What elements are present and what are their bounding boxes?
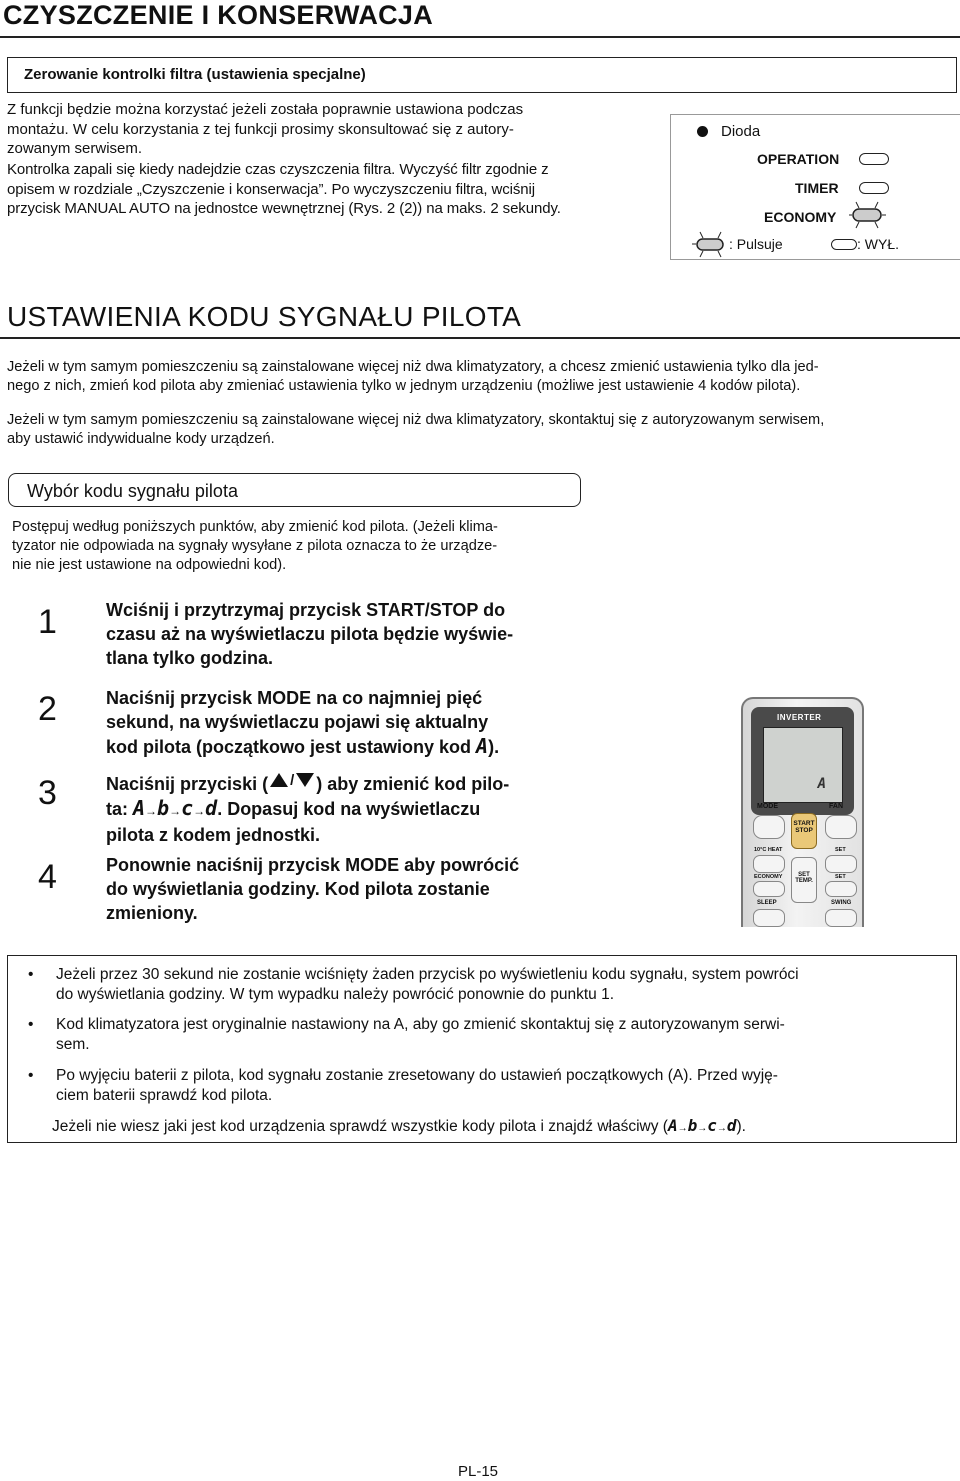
text-span: ). [736, 1118, 746, 1135]
note-item [28, 1066, 936, 1106]
arrow-right-icon: → [193, 804, 206, 818]
text-span: kod pilota (początkowo jest ustawiony kod [106, 737, 477, 757]
step-3-text [106, 769, 606, 847]
down-triangle-icon [296, 773, 314, 787]
text-line: sekund, na wyświetlaczu pojawi się aktualny [106, 712, 489, 732]
text-line: montażu. W celu korzystania z tej funkcji prosimy skonsultować się z autory- [7, 120, 514, 138]
remote-set-down-label: SET [835, 874, 846, 880]
remote-up-button[interactable] [825, 855, 857, 873]
code-a-glyph: A [667, 1116, 678, 1135]
text-line: Naciśnij przycisk MODE na co najmniej pięć [106, 688, 483, 708]
remote-display-code: A [817, 776, 826, 792]
text-line: tlana tylko godzina. [106, 648, 274, 668]
arrow-right-icon: → [145, 804, 158, 818]
remote-start-label: START [793, 820, 815, 827]
step-number: 1 [38, 603, 57, 641]
remote-heat-label: 10°C HEAT [754, 847, 783, 853]
code-b-glyph: b [157, 796, 170, 820]
text-line: Po wyjęciu baterii z pilota, kod sygnału zostanie zresetowany do ustawień początkowych (A). Przed wyję- [56, 1067, 778, 1084]
remote-brand: INVERTER [777, 713, 822, 722]
note-text [56, 965, 936, 1005]
code-paragraph-1 [7, 358, 957, 396]
title-rule [0, 36, 960, 38]
remote-economy-label: ECONOMY [754, 874, 783, 880]
bullet-icon: • [28, 1067, 34, 1084]
led-legend-label: Dioda [721, 123, 761, 140]
note-text [56, 1015, 936, 1055]
led-timer-icon [859, 182, 889, 194]
remote-fan-button[interactable] [825, 815, 857, 839]
note-text [56, 1066, 936, 1106]
remote-down-button[interactable] [825, 881, 857, 897]
remote-fan-label: FAN [829, 803, 843, 810]
text-line: nego z nich, zmień kod pilota aby zmieniać ustawienia tylko w jednym urządzeniu (możliwe jest ustawienie 4 kodów pilota). [7, 378, 801, 394]
step-4-text [106, 853, 606, 925]
filter-paragraph-2 [7, 160, 647, 219]
remote-sleep-label: SLEEP [757, 900, 777, 906]
text-span: Jeżeli nie wiesz jaki jest kod urządzenia sprawdź wszystkie kody pilota i znajdź właściwy ( [52, 1118, 668, 1135]
code-d-glyph: d [726, 1116, 737, 1135]
text-line [106, 769, 606, 796]
text-line: czasu aż na wyświetlaczu pilota będzie wyświe- [106, 624, 514, 644]
text-line: do wyświetlania godziny. W tym wypadku należy powrócić ponownie do punktu 1. [56, 986, 614, 1003]
led-operation-icon [859, 153, 889, 165]
text-line: Kod klimatyzatora jest oryginalnie nastawiony na A, aby go zmienić skontaktuj się z autoryzowanym serwi- [56, 1016, 785, 1033]
note-item [28, 965, 936, 1005]
led-blink-label: : Pulsuje [729, 236, 783, 252]
led-dot-icon [697, 126, 708, 137]
led-panel [670, 114, 960, 260]
remote-set-up-label: SET [835, 847, 846, 853]
code-section-rule [0, 337, 960, 339]
remote-economy-button[interactable] [753, 881, 785, 897]
code-a-glyph: A [133, 796, 146, 820]
led-economy-blink-icon [847, 199, 887, 231]
remote-mode-button[interactable] [753, 815, 785, 839]
text-line: sem. [56, 1036, 90, 1053]
code-subsection-box [8, 473, 581, 507]
code-sequence [133, 796, 217, 823]
filter-section-header [7, 57, 957, 93]
code-paragraph-2 [7, 411, 957, 449]
text-line: Z funkcji będzie można korzystać jeżeli została poprawnie ustawiona podczas [7, 101, 524, 118]
text-span: Naciśnij przyciski ( [106, 774, 269, 794]
code-intro [12, 518, 592, 575]
text-line: pilota z kodem jednostki. [106, 825, 321, 845]
remote-mode-label: MODE [757, 803, 778, 810]
code-sequence [668, 1118, 737, 1135]
remote-display [763, 727, 843, 803]
text-line: tyzator nie odpowiada na sygnały wysyłane z pilota oznacza to że urządze- [12, 538, 498, 554]
remote-set-temp-button[interactable] [791, 857, 817, 903]
text-line: do wyświetlania godziny. Kod pilota zostanie [106, 879, 490, 899]
arrow-right-icon: → [677, 1123, 688, 1134]
remote-swing-button[interactable] [825, 909, 857, 927]
step-number: 4 [38, 858, 57, 896]
step-number: 2 [38, 690, 57, 728]
led-label-timer: TIMER [795, 180, 839, 196]
text-line: zmieniony. [106, 903, 198, 923]
text-line: Jeżeli przez 30 sekund nie zostanie wciśnięty żaden przycisk po wyświetleniu kodu sygnału, system powróci [56, 966, 799, 983]
note-last [52, 1116, 746, 1139]
code-c-glyph: c [707, 1116, 717, 1135]
code-d-glyph: d [205, 796, 218, 820]
remote-set-temp-label-b: TEMP. [795, 878, 813, 884]
led-label-operation: OPERATION [757, 151, 840, 167]
text-span: ) aby zmienić kod pilo- [316, 774, 510, 794]
remote-sleep-button[interactable] [753, 909, 785, 927]
text-line: Ponownie naciśnij przycisk MODE aby powrócić [106, 855, 520, 875]
text-line: aby ustawić indywidualne kody urządzeń. [7, 431, 275, 447]
text-line: przycisk MANUAL AUTO na jednostce wewnętrznej (Rys. 2 (2)) na maks. 2 sekundy. [7, 200, 561, 217]
text-line: Kontrolka zapali się kiedy nadejdzie czas czyszczenia filtra. Wyczyść filtr zgodnie z [7, 161, 549, 178]
page-title: CZYSZCZENIE I KONSERWACJA [3, 0, 434, 30]
code-c-glyph: c [181, 796, 194, 820]
text-line: opisem w rozdziale „Czyszczenie i konserwacja”. Po wyczyszczeniu filtra, wciśnij [7, 180, 535, 198]
step-number: 3 [38, 774, 57, 812]
text-span: . Dopasuj kod na wyświetlaczu [217, 799, 481, 819]
page-number: PL-15 [458, 1463, 499, 1480]
code-b-glyph: b [687, 1116, 698, 1135]
text-line: ciem baterii sprawdź kod pilota. [56, 1087, 273, 1104]
remote-start-stop-button[interactable] [791, 813, 817, 849]
arrow-right-icon: → [697, 1123, 708, 1134]
text-line [106, 796, 606, 823]
filter-paragraph-1 [7, 100, 647, 159]
notes-box [7, 955, 957, 1143]
step-2-text [106, 686, 606, 759]
led-off-label: : WYŁ. [857, 236, 900, 252]
bullet-icon: • [28, 1016, 34, 1033]
code-section-title: USTAWIENIA KODU SYGNAŁU PILOTA [7, 301, 522, 332]
text-span: ). [488, 737, 500, 757]
text-span: ta: [106, 799, 133, 819]
remote-control [741, 697, 864, 927]
arrow-right-icon: → [169, 804, 182, 818]
led-off-legend-icon [831, 239, 857, 250]
step-1-text [106, 598, 596, 670]
remote-stop-label: STOP [795, 827, 813, 834]
note-item [28, 1015, 936, 1055]
text-line: Jeżeli w tym samym pomieszczeniu są zainstalowane więcej niż dwa klimatyzatory, skontaktuj się z autoryzowanym serwisem, [7, 412, 825, 428]
remote-heat-button[interactable] [753, 855, 785, 873]
text-line: zowanym serwisem. [7, 140, 143, 157]
filter-section-title: Zerowanie kontrolki filtra (ustawienia specjalne) [24, 66, 366, 83]
text-span: / [290, 772, 295, 789]
arrow-right-icon: → [716, 1123, 727, 1134]
up-triangle-icon [270, 773, 288, 787]
code-a-glyph: A [476, 734, 489, 758]
code-subsection-title: Wybór kodu sygnału pilota [27, 481, 238, 501]
text-line: nie nie jest ustawione na odpowiedni kod). [12, 557, 287, 573]
text-line: Postępuj według poniższych punktów, aby zmienić kod pilota. (Jeżeli klima- [12, 519, 498, 535]
text-line [106, 734, 606, 759]
bullet-icon: • [28, 966, 34, 983]
text-line: Jeżeli w tym samym pomieszczeniu są zainstalowane więcej niż dwa klimatyzatory, a chcesz zmienić ustawienia tylko dla jed- [7, 359, 819, 375]
text-line: Wciśnij i przytrzymaj przycisk START/STOP do [106, 600, 506, 620]
remote-set-temp-label-a: SET [798, 872, 810, 878]
led-label-economy: ECONOMY [764, 209, 837, 225]
led-blink-legend-icon [691, 229, 731, 259]
remote-swing-label: SWING [831, 900, 852, 906]
